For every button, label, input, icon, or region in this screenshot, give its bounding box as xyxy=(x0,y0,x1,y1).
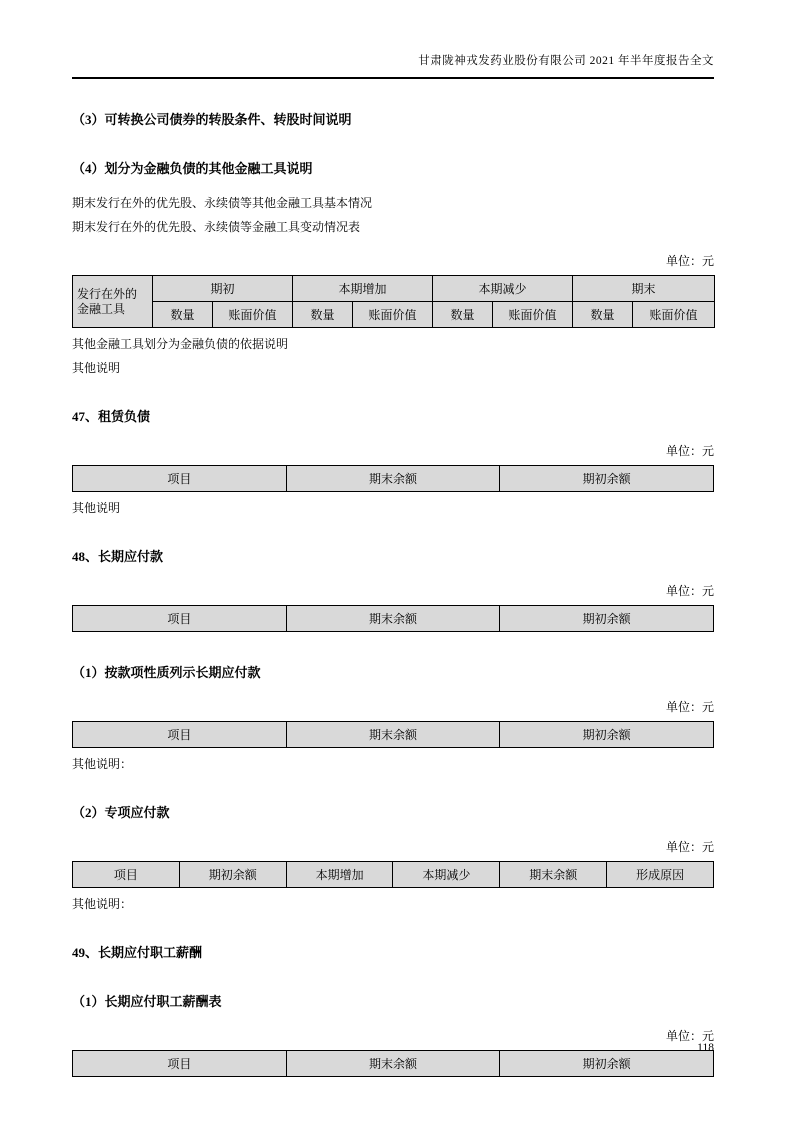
paragraph-change-table: 期末发行在外的优先股、永续债等金融工具变动情况表 xyxy=(72,220,361,234)
report-title: 甘肃陇神戎发药业股份有限公司 2021 年半年度报告全文 xyxy=(418,55,714,67)
table-header-cell: 发行在外的金融工具 xyxy=(73,276,153,328)
paragraph-other-note: 其他说明 xyxy=(72,361,121,375)
table-header-cell: 期初余额 xyxy=(179,862,286,888)
table-header-cell: 账面价值 xyxy=(353,302,433,328)
unit-label: 单位：元 xyxy=(665,584,714,598)
heading-48-long-term-payables: 48、长期应付款 xyxy=(72,549,164,564)
heading-49-1-benefits-table: （1）长期应付职工薪酬表 xyxy=(72,994,222,1009)
table-row xyxy=(73,276,715,302)
table-header-cell: 账面价值 xyxy=(493,302,573,328)
table-header-cell: 期初 xyxy=(153,276,293,302)
table-header-cell: 账面价值 xyxy=(633,302,715,328)
table-header-cell: 期末 xyxy=(573,276,715,302)
table-header-cell: 数量 xyxy=(293,302,353,328)
table-header-cell: 期初余额 xyxy=(500,466,714,492)
table-header-cell: 项目 xyxy=(73,466,287,492)
long-term-payables-table xyxy=(72,605,714,632)
table-header-cell: 数量 xyxy=(573,302,633,328)
page-header xyxy=(72,52,714,79)
table-header-cell: 数量 xyxy=(433,302,493,328)
table-header-cell: 本期减少 xyxy=(393,862,500,888)
table-header-cell: 期初余额 xyxy=(500,1051,714,1077)
paragraph-basic-situation: 期末发行在外的优先股、永续债等其他金融工具基本情况 xyxy=(72,196,373,210)
page-number: 118 xyxy=(697,1042,714,1054)
table-header-cell: 数量 xyxy=(153,302,213,328)
table-header-cell: 项目 xyxy=(73,1051,287,1077)
special-payables-table xyxy=(72,861,714,888)
lease-liabilities-table xyxy=(72,465,714,492)
table-header-cell: 期末余额 xyxy=(286,466,500,492)
table-row xyxy=(73,606,714,632)
heading-49-long-term-employee-benefits: 49、长期应付职工薪酬 xyxy=(72,945,203,960)
table-header-cell: 期末余额 xyxy=(286,722,500,748)
table-row xyxy=(73,466,714,492)
heading-other-financial-instruments: （4）划分为金融负债的其他金融工具说明 xyxy=(72,161,313,176)
heading-convertible-bond-terms: （3）可转换公司债券的转股条件、转股时间说明 xyxy=(72,112,352,127)
heading-47-lease-liabilities: 47、租赁负债 xyxy=(72,409,151,424)
paragraph-other-note: 其他说明 xyxy=(72,501,121,515)
unit-label: 单位：元 xyxy=(665,1029,714,1043)
table-header-cell: 项目 xyxy=(73,606,287,632)
table-header-cell: 期末余额 xyxy=(286,1051,500,1077)
table-row xyxy=(73,722,714,748)
table-header-cell: 期初余额 xyxy=(500,606,714,632)
payables-by-nature-table xyxy=(72,721,714,748)
employee-benefits-table xyxy=(72,1050,714,1077)
table-header-cell: 项目 xyxy=(73,722,287,748)
paragraph-other-note: 其他说明： xyxy=(72,757,133,771)
unit-label: 单位：元 xyxy=(665,254,714,268)
paragraph-other-note: 其他说明： xyxy=(72,897,133,911)
heading-48-2-special-payables: （2）专项应付款 xyxy=(72,805,170,820)
table-header-cell: 项目 xyxy=(73,862,180,888)
table-header-cell: 本期增加 xyxy=(286,862,393,888)
table-header-cell: 形成原因 xyxy=(607,862,714,888)
financial-instruments-table xyxy=(72,275,715,328)
unit-label: 单位：元 xyxy=(665,444,714,458)
heading-48-1-by-nature: （1）按款项性质列示长期应付款 xyxy=(72,665,261,680)
table-header-cell: 本期减少 xyxy=(433,276,573,302)
table-row xyxy=(73,862,714,888)
table-header-cell: 账面价值 xyxy=(213,302,293,328)
table-row xyxy=(73,302,715,328)
table-header-cell: 期末余额 xyxy=(286,606,500,632)
unit-label: 单位：元 xyxy=(665,700,714,714)
paragraph-basis-note: 其他金融工具划分为金融负债的依据说明 xyxy=(72,337,289,351)
table-row xyxy=(73,1051,714,1077)
table-header-cell: 期末余额 xyxy=(500,862,607,888)
table-header-cell: 本期增加 xyxy=(293,276,433,302)
table-header-cell: 期初余额 xyxy=(500,722,714,748)
unit-label: 单位：元 xyxy=(665,840,714,854)
